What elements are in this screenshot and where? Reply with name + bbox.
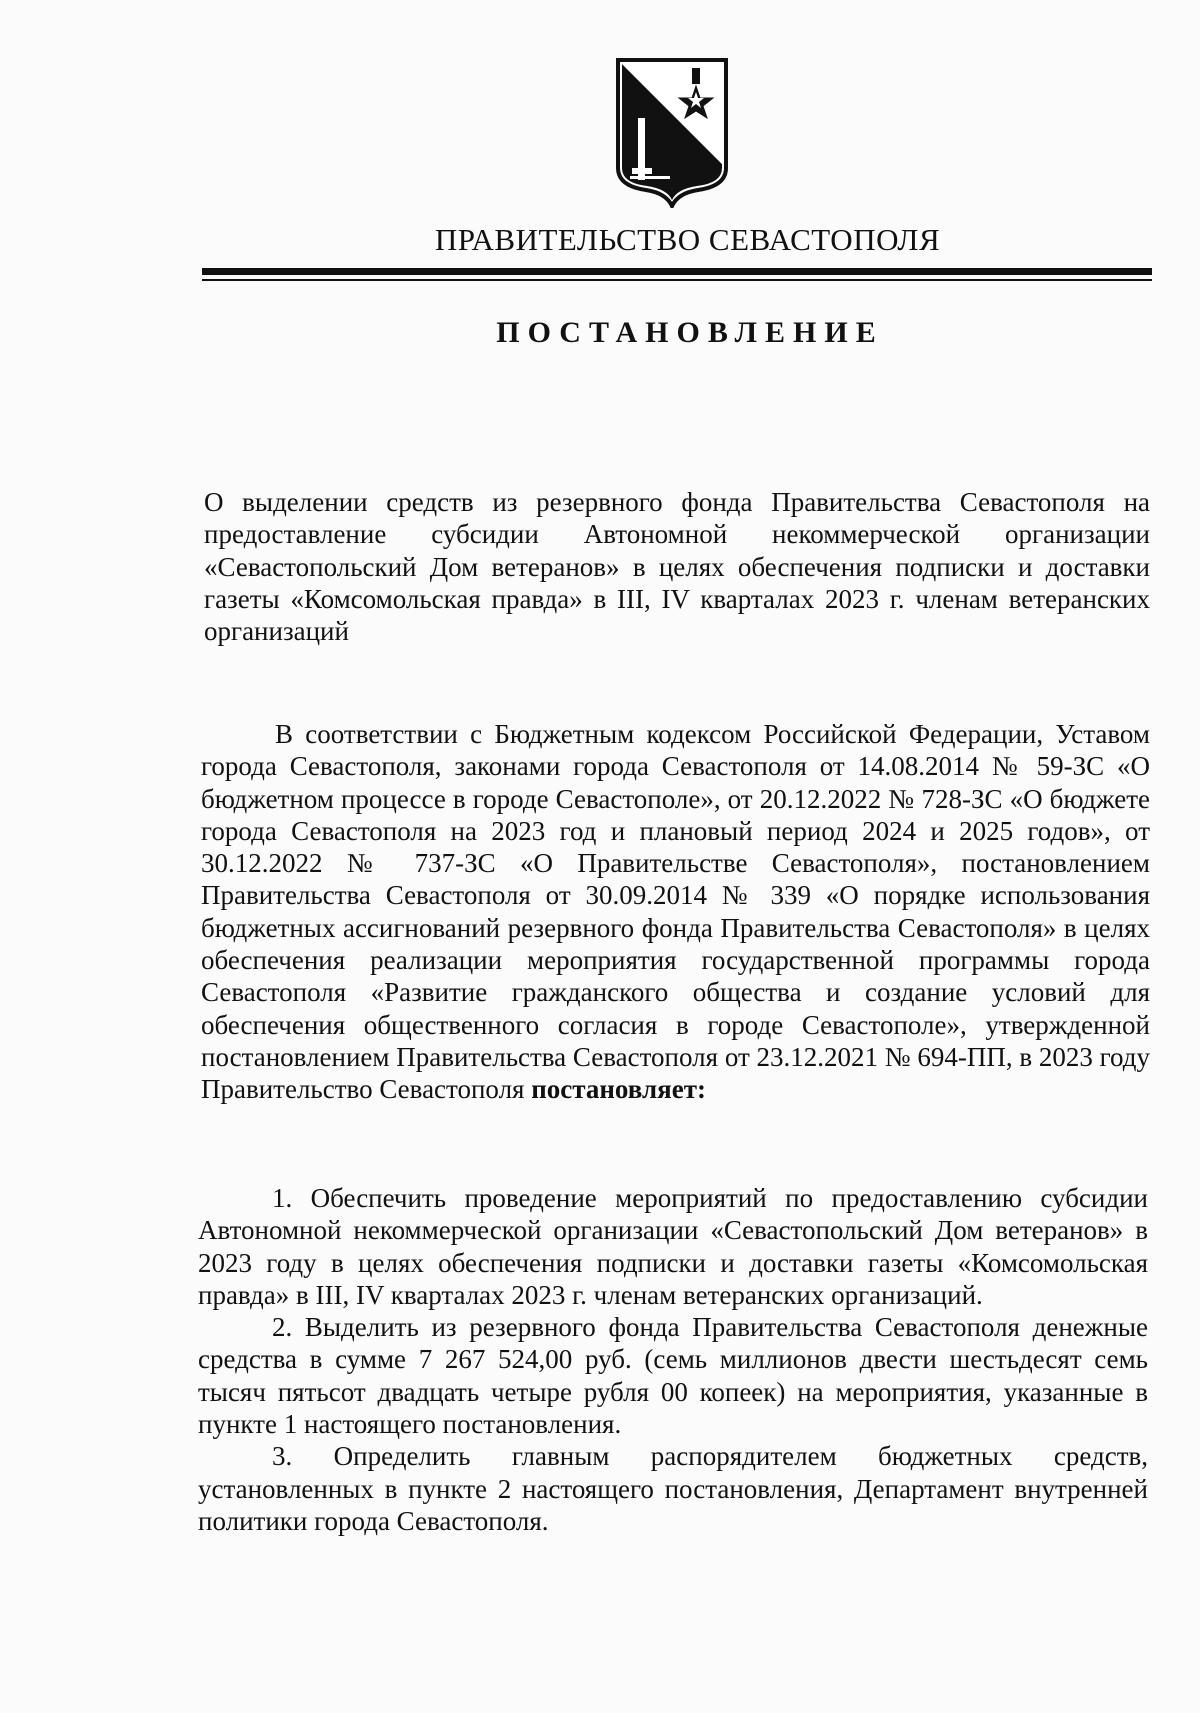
government-name: ПРАВИТЕЛЬСТВО СЕВАСТОПОЛЯ — [434, 222, 941, 257]
preamble-text: В соответствии с Бюджетным кодексом Российской Федерации, Уставом города Севастополя, законами города Севастополя от 14.08.2014 № 59-ЗС «О бюджетном процессе в городе Севастополе», от 20.12.2022 № 728-ЗС «О бюджете города Севастополя на 2023 год и плановый период 2024 и 2025 годов», от 30.12.2022 № 737-ЗС «О Правительстве Севастополя», постановлением Правительства Севастополя от 30.09.2014 № 339 «О порядке использования бюджетных ассигнований резервного фонда Правительства Севастополя» в целях обеспечения реализации мероприятия государственной программы города Севастополя «Развитие гражданского общества и создание условий для обеспечения общественного согласия в городе Севастополе», утвержденной постановлением Правительства Севастополя от 23.12.2021 № 694-ПП, в 2023 году Правительство Севастополя — [201, 719, 1150, 1105]
decree-item-3: 3. Определить главным распорядителем бюджетных средств, установленных в пункте 2 настоящего постановления, Департамент внутренней политики города Севастополя. — [198, 1441, 1148, 1536]
header-rule-thick — [202, 268, 1152, 275]
header-rule-thin — [202, 279, 1152, 281]
document-type-title: ПОСТАНОВЛЕНИЕ — [496, 316, 884, 349]
decree-word: постановляет: — [531, 1074, 706, 1105]
preamble-paragraph — [201, 718, 1150, 1106]
decree-item-1: 1. Обеспечить проведение мероприятий по предоставлению субсидии Автономной некоммерческой организации «Севастопольский Дом ветеранов» в 2023 году в целях обеспечения подписки и доставки газеты «Комсомольская правда» в III, IV кварталах 2023 г. членам ветеранских организаций. — [198, 1183, 1148, 1310]
decree-items — [198, 1182, 1148, 1537]
preamble — [201, 718, 1150, 1106]
decree-subject: О выделении средств из резервного фонда Правительства Севастополя на предоставление субсидии Автономной некоммерческой организации «Севастопольский Дом ветеранов» в целях обеспечения подписки и доставки газеты «Комсомольская правда» в III, IV кварталах 2023 г. членам ветеранских организаций — [204, 487, 1150, 647]
coat-of-arms-icon — [614, 56, 730, 208]
decree-item-2: 2. Выделить из резервного фонда Правительства Севастополя денежные средства в сумме 7 267 524,00 руб. (семь миллионов двести шестьдесят семь тысяч пятьсот двадцать четыре рубля 00 копеек) на мероприятия, указанные в пункте 1 настоящего постановления. — [198, 1312, 1148, 1440]
